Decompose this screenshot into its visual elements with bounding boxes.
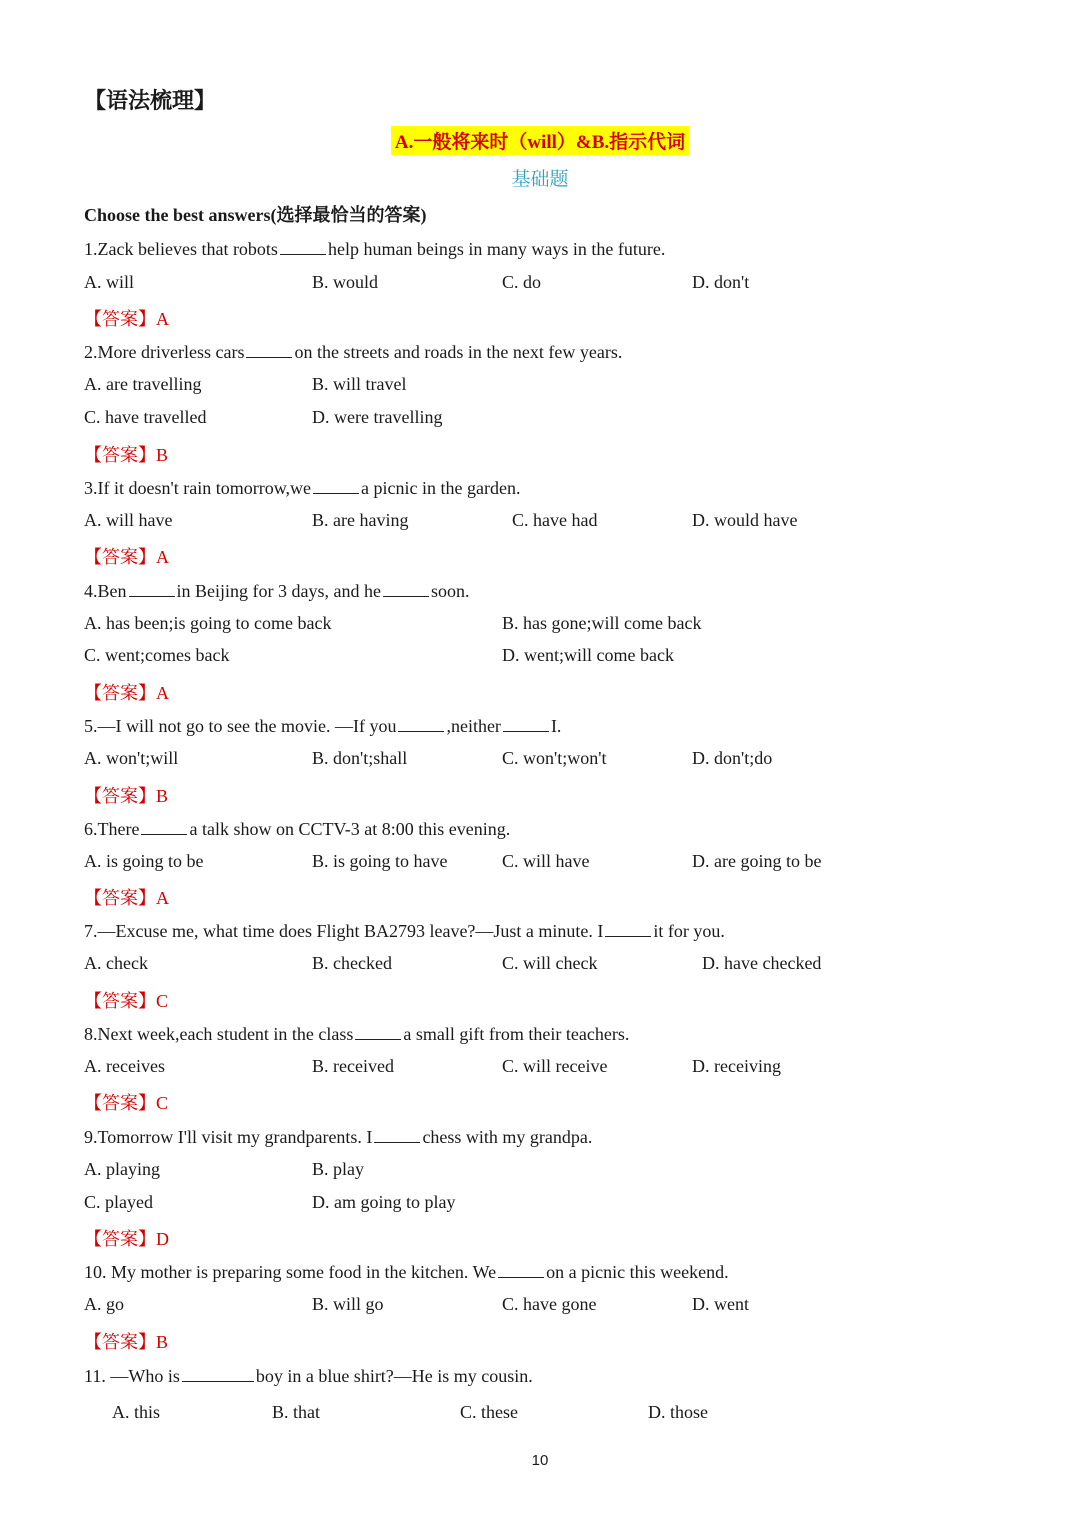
answer-blank [605, 920, 651, 937]
option-a: A. playing [84, 1159, 160, 1179]
answer-line: 【答案】C [84, 1093, 169, 1113]
instructions: Choose the best answers(选择最恰当的答案) [84, 205, 427, 225]
answer-line: 【答案】B [84, 445, 169, 465]
question-2 [84, 341, 622, 363]
option-d: D. were travelling [312, 407, 443, 427]
option-a: A. won't;will [84, 748, 179, 768]
answer-line: 【答案】A [84, 309, 169, 329]
option-c: C. do [502, 272, 542, 292]
option-b: B. received [312, 1056, 394, 1076]
option-d: D. went [692, 1294, 749, 1314]
answer-blank [129, 580, 175, 597]
option-c: C. will check [502, 953, 598, 973]
answer-blank [246, 341, 292, 358]
option-c: C. have travelled [84, 407, 207, 427]
answer-blank [383, 580, 429, 597]
option-d: D. those [648, 1402, 708, 1422]
option-a: A. this [112, 1402, 161, 1422]
question-7 [84, 920, 725, 942]
answer-line: 【答案】A [84, 683, 169, 703]
option-c: C. will have [502, 851, 590, 871]
question-text: 8.Next week,each student in the class [84, 1024, 354, 1044]
page-number: 10 [531, 1452, 549, 1469]
option-d: D. receiving [692, 1056, 781, 1076]
answer-blank [280, 238, 326, 255]
option-c: C. won't;won't [502, 748, 607, 768]
option-a: A. go [84, 1294, 124, 1314]
question-8 [84, 1023, 629, 1045]
question-text: a talk show on CCTV-3 at 8:00 this evening. [189, 819, 511, 839]
question-text: I. [550, 716, 562, 736]
question-11 [84, 1365, 533, 1387]
answer-blank [374, 1126, 420, 1143]
option-b: B. are having [312, 510, 409, 530]
question-text: 11. —Who is [84, 1366, 180, 1386]
answer-blank [313, 477, 359, 494]
option-a: A. has been;is going to come back [84, 613, 332, 633]
option-b: B. that [272, 1402, 320, 1422]
option-b: B. checked [312, 953, 392, 973]
answer-blank [498, 1261, 544, 1278]
option-b: B. is going to have [312, 851, 448, 871]
worksheet-title: A.一般将来时（will）&B.指示代词 [391, 126, 689, 155]
option-b: B. don't;shall [312, 748, 408, 768]
answer-line: 【答案】C [84, 991, 169, 1011]
option-c: C. played [84, 1192, 153, 1212]
answer-blank [398, 715, 444, 732]
section-heading: 【语法梳理】 [84, 88, 217, 113]
question-text: on the streets and roads in the next few years. [294, 342, 623, 362]
answer-line: 【答案】B [84, 1332, 169, 1352]
option-d: D. are going to be [692, 851, 822, 871]
answer-blank [355, 1023, 401, 1040]
option-b: B. will travel [312, 374, 407, 394]
answer-line: 【答案】D [84, 1229, 169, 1249]
question-text: 6.There [84, 819, 140, 839]
option-d: D. have checked [702, 953, 822, 973]
difficulty-subtitle: 基础题 [511, 169, 569, 190]
option-c: C. have gone [502, 1294, 597, 1314]
title-wrap [0, 126, 1080, 155]
option-d: D. would have [692, 510, 798, 530]
question-10 [84, 1261, 729, 1283]
option-a: A. will have [84, 510, 173, 530]
question-9 [84, 1126, 592, 1148]
option-a: A. are travelling [84, 374, 202, 394]
option-c: C. have had [512, 510, 598, 530]
answer-line: 【答案】A [84, 547, 169, 567]
question-text: on a picnic this weekend. [546, 1262, 729, 1282]
option-b: B. play [312, 1159, 364, 1179]
question-4 [84, 580, 469, 602]
option-b: B. would [312, 272, 379, 292]
option-c: C. went;comes back [84, 645, 230, 665]
answer-blank [503, 715, 549, 732]
question-text: a small gift from their teachers. [403, 1024, 630, 1044]
question-text: 1.Zack believes that robots [84, 239, 278, 259]
question-text: boy in a blue shirt?—He is my cousin. [255, 1366, 533, 1386]
question-text: soon. [430, 581, 470, 601]
option-d: D. am going to play [312, 1192, 456, 1212]
option-d: D. don't;do [692, 748, 773, 768]
question-5 [84, 715, 561, 737]
question-1 [84, 238, 665, 260]
option-a: A. will [84, 272, 135, 292]
option-b: B. has gone;will come back [502, 613, 702, 633]
question-text: help human beings in many ways in the future. [327, 239, 666, 259]
option-c: C. these [460, 1402, 518, 1422]
answer-line: 【答案】B [84, 786, 169, 806]
question-text: it for you. [653, 921, 725, 941]
answer-blank [182, 1365, 254, 1382]
question-3 [84, 477, 520, 499]
question-text: in Beijing for 3 days, and he [176, 581, 381, 601]
question-6 [84, 818, 510, 840]
option-a: A. receives [84, 1056, 165, 1076]
question-text: 4.Ben [84, 581, 127, 601]
question-text: 3.If it doesn't rain tomorrow,we [84, 478, 312, 498]
option-a: A. check [84, 953, 148, 973]
question-text: chess with my grandpa. [422, 1127, 593, 1147]
option-d: D. went;will come back [502, 645, 674, 665]
question-text: a picnic in the garden. [361, 478, 521, 498]
question-text: 7.—Excuse me, what time does Flight BA2793 leave?—Just a minute. I [84, 921, 604, 941]
question-text: 2.More driverless cars [84, 342, 245, 362]
option-c: C. will receive [502, 1056, 608, 1076]
question-text: 5.—I will not go to see the movie. —If you [84, 716, 397, 736]
option-b: B. will go [312, 1294, 384, 1314]
answer-blank [141, 818, 187, 835]
option-a: A. is going to be [84, 851, 204, 871]
question-text: 10. My mother is preparing some food in the kitchen. We [84, 1262, 497, 1282]
option-d: D. don't [692, 272, 750, 292]
question-text: 9.Tomorrow I'll visit my grandparents. I [84, 1127, 373, 1147]
answer-line: 【答案】A [84, 888, 169, 908]
question-text: ,neither [446, 716, 501, 736]
